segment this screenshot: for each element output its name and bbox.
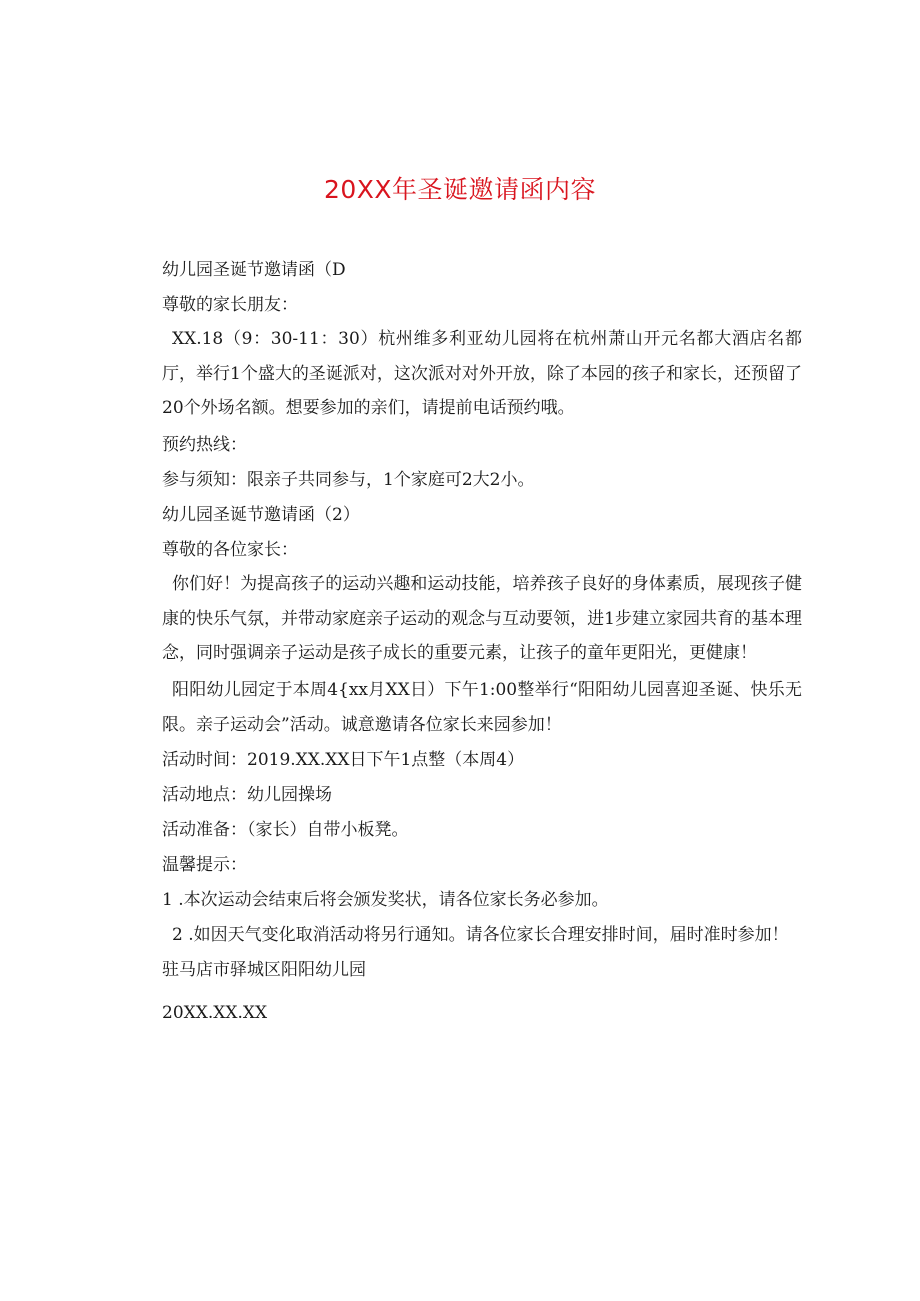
letter2-salutation: 尊敬的各位家长：: [162, 540, 298, 560]
letter2-activity-place: 活动地点：幼儿园操场: [162, 785, 332, 805]
letter1-notice: 参与须知：限亲子共同参与，1个家庭可2大2小。: [162, 470, 535, 490]
document-title: 20XX年圣诞邀请函内容: [323, 175, 597, 204]
letter2-body-paragraph-2: 阳阳幼儿园定于本周4{xx月XX日）下午1:00整举行“阳阳幼儿园喜迎圣诞、快乐无限。亲子运动会”活动。诚意邀请各位家长来园参加！: [162, 680, 802, 735]
letter2-tip-1: 1 .本次运动会结束后将会颁发奖状，请各位家长务必参加。: [162, 890, 609, 910]
letter2-activity-time: 活动时间：2019.XX.XX日下午1点整（本周4）: [162, 750, 525, 770]
letter2-activity-prep: 活动准备：（家长）自带小板凳。: [162, 820, 409, 840]
letter1-hotline: 预约热线：: [162, 435, 247, 455]
letter2-date: 20XX.XX.XX: [162, 1003, 268, 1023]
letter1-body: XX.18（9：30-11：30）杭州维多利亚幼儿园将在杭州萧山开元名都大酒店名都厅，举行1个盛大的圣诞派对，这次派对对外开放，除了本园的孩子和家长，还预留了20个外场名额。想要参加的亲们，请提前电话预约哦。: [162, 329, 802, 418]
letter2-heading: 幼儿园圣诞节邀请函（2）: [162, 505, 360, 525]
letter2-tips-heading: 温馨提示：: [162, 855, 247, 875]
letter1-salutation: 尊敬的家长朋友：: [162, 295, 298, 315]
letter2-tip-2: 2 .如因天气变化取消活动将另行通知。请各位家长合理安排时间，届时准时参加！: [172, 925, 789, 945]
letter2-body-paragraph-1: 你们好！为提高孩子的运动兴趣和运动技能，培养孩子良好的身体素质，展现孩子健康的快乐气氛，并带动家庭亲子运动的观念与互动要领，进1步建立家园共育的基本理念，同时强调亲子运动是孩子成长的重要元素，让孩子的童年更阳光，更健康！: [162, 574, 802, 663]
letter2-signature: 驻马店市驿城区阳阳幼儿园: [162, 960, 366, 980]
letter1-heading: 幼儿园圣诞节邀请函（D: [162, 260, 346, 280]
